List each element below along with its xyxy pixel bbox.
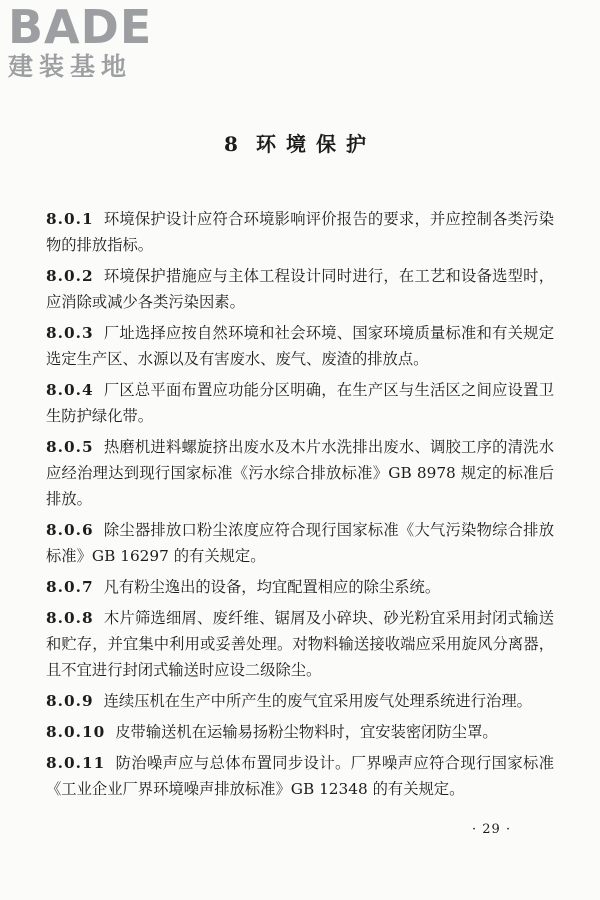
clause-text: 环境保护设计应符合环境影响评价报告的要求，并应控制各类污染物的排放指标。 xyxy=(46,210,554,254)
clause-text: 厂区总平面布置应功能分区明确，在生产区与生活区之间应设置卫生防护绿化带。 xyxy=(46,381,554,425)
clause-number: 8.0.6 xyxy=(46,521,94,539)
logo-wordmark: BADE xyxy=(8,0,153,54)
clause xyxy=(46,688,554,714)
clause xyxy=(46,434,554,512)
clause xyxy=(46,605,554,683)
page-number: · 29 · xyxy=(472,822,512,837)
clause-number: 8.0.2 xyxy=(46,267,94,285)
clause-number: 8.0.10 xyxy=(46,723,106,741)
clause xyxy=(46,750,554,802)
clause xyxy=(46,320,554,372)
clause-text: 木片筛选细屑、废纤维、锯屑及小碎块、砂光粉宜采用封闭式输送和贮存，并宜集中利用或妥善处理。对物料输送接收端应采用旋风分离器，且不宜进行封闭式输送时应设二级除尘。 xyxy=(46,609,554,679)
clause xyxy=(46,206,554,258)
clause-number: 8.0.3 xyxy=(46,324,94,342)
clause xyxy=(46,517,554,569)
logo-subtitle: 建装基地 xyxy=(8,52,133,81)
clause-text: 厂址选择应按自然环境和社会环境、国家环境质量标准和有关规定选定生产区、水源以及有害废水、废气、废渣的排放点。 xyxy=(46,324,554,368)
clause-list xyxy=(46,206,554,807)
clause-text: 连续压机在生产中所产生的废气宜采用废气处理系统进行治理。 xyxy=(103,692,532,710)
clause xyxy=(46,377,554,429)
clause-text: 热磨机进料螺旋挤出废水及木片水洗排出废水、调胶工序的清洗水应经治理达到现行国家标准《污水综合排放标准》GB 8978 规定的标准后排放。 xyxy=(46,438,554,508)
chapter-number: 8 xyxy=(224,132,240,156)
clause xyxy=(46,719,554,745)
clause xyxy=(46,574,554,600)
clause-number: 8.0.11 xyxy=(46,754,106,772)
clause-number: 8.0.7 xyxy=(46,578,94,596)
clause-text: 除尘器排放口粉尘浓度应符合现行国家标准《大气污染物综合排放标准》GB 16297 的有关规定。 xyxy=(46,521,554,565)
brand-logo xyxy=(8,0,178,82)
clause-text: 凡有粉尘逸出的设备，均宜配置相应的除尘系统。 xyxy=(103,578,441,596)
clause-number: 8.0.1 xyxy=(46,210,94,228)
clause xyxy=(46,263,554,315)
chapter-heading xyxy=(0,128,600,157)
clause-text: 防治噪声应与总体布置同步设计。厂界噪声应符合现行国家标准《工业企业厂界环境噪声排放标准》GB 12348 的有关规定。 xyxy=(46,754,554,798)
clause-number: 8.0.5 xyxy=(46,438,94,456)
clause-number: 8.0.4 xyxy=(46,381,94,399)
chapter-title: 环境保护 xyxy=(255,132,376,156)
clause-number: 8.0.9 xyxy=(46,692,94,710)
clause-text: 环境保护措施应与主体工程设计同时进行，在工艺和设备选型时，应消除或减少各类污染因素。 xyxy=(46,267,554,311)
clause-number: 8.0.8 xyxy=(46,609,94,627)
clause-text: 皮带输送机在运输易扬粉尘物料时，宜安装密闭防尘罩。 xyxy=(115,723,498,741)
